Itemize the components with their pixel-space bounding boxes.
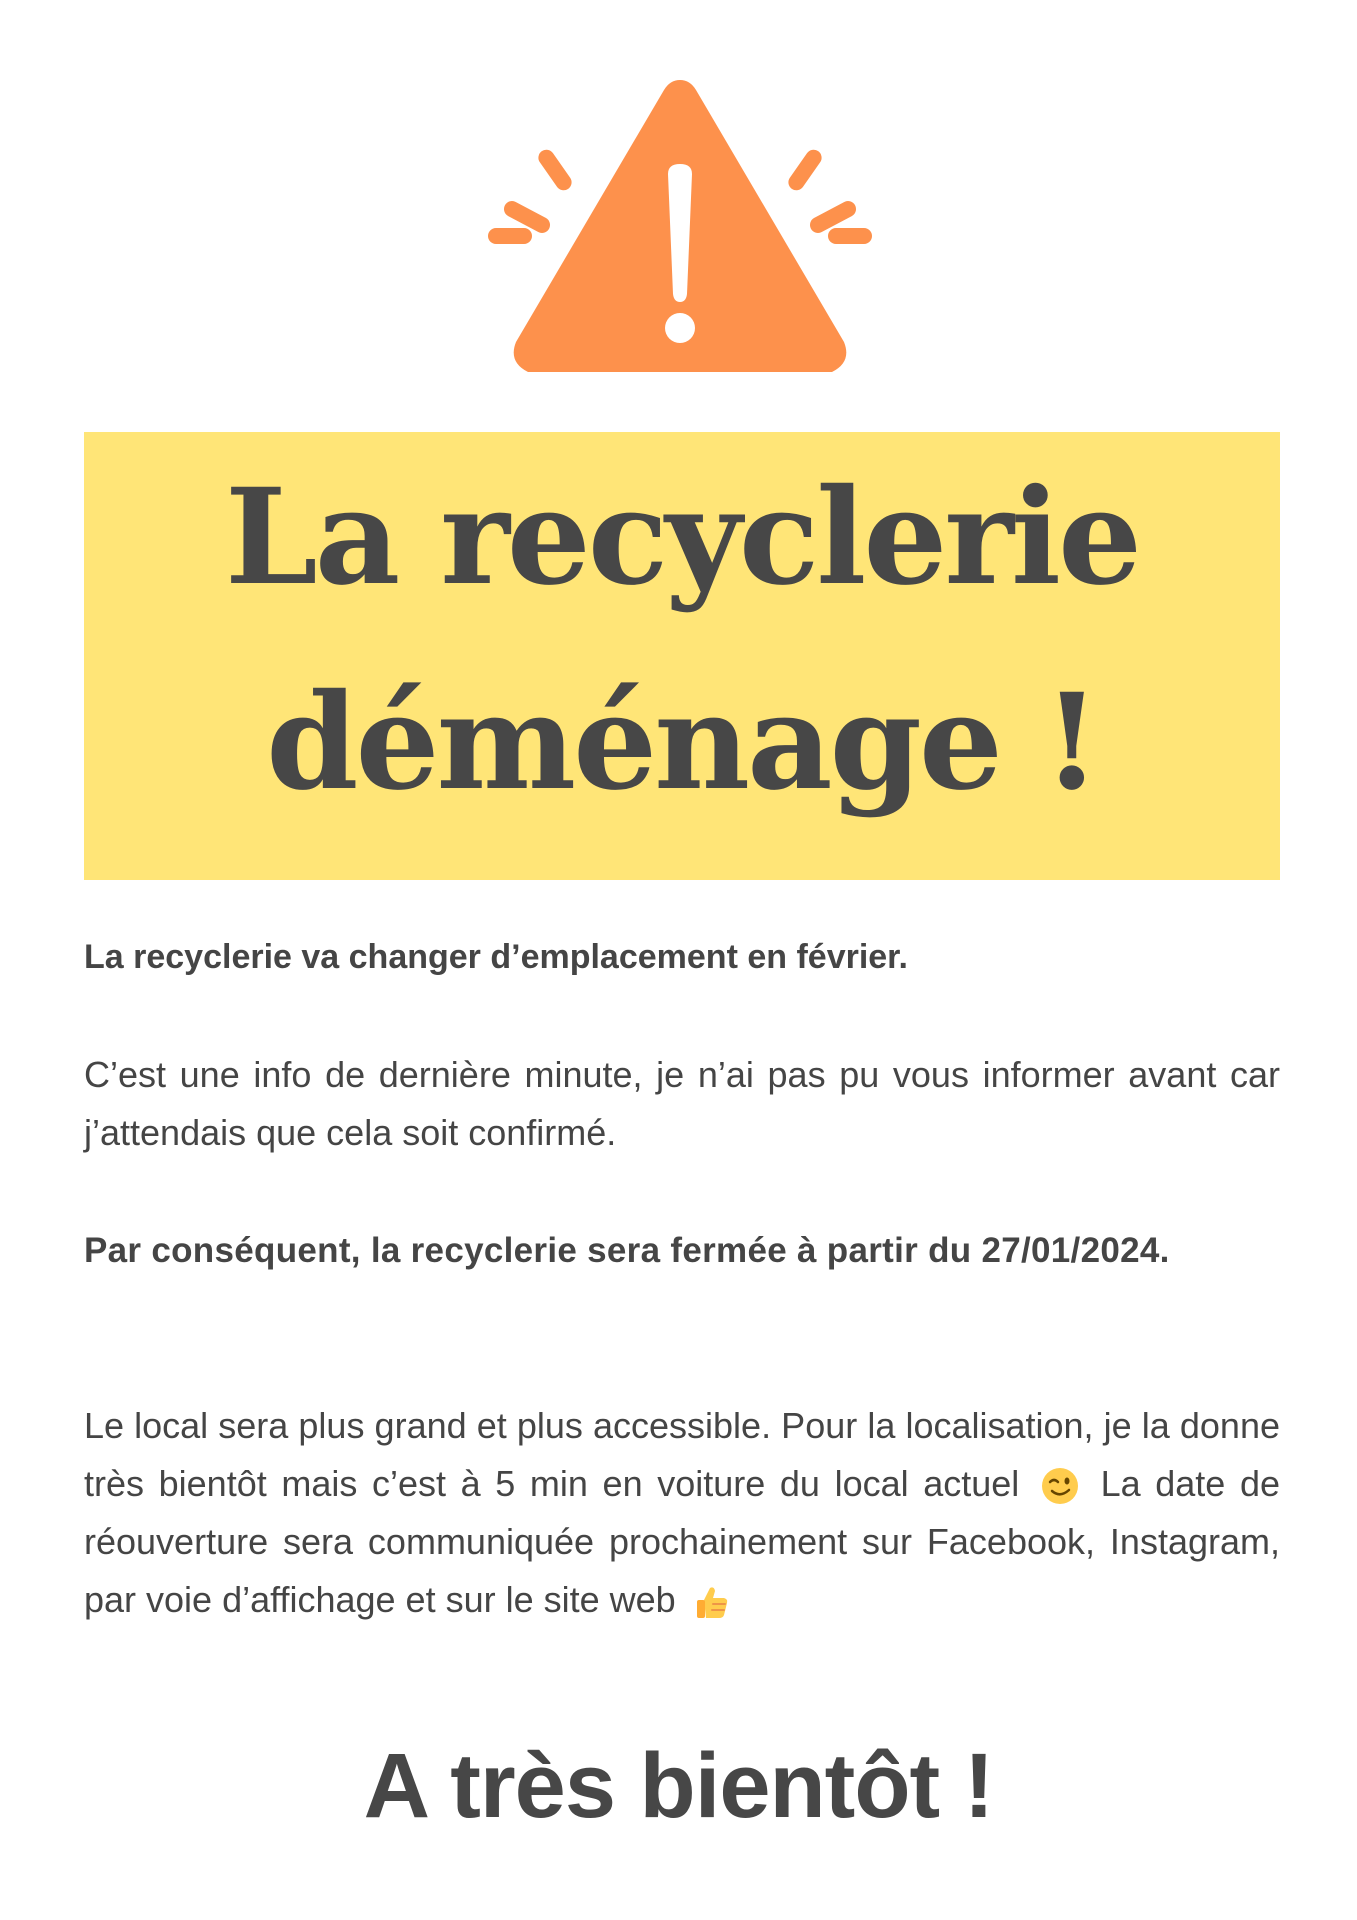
- headline-banner: [84, 432, 1280, 880]
- paragraph-new-location-part-2: La date de réouverture sera communiquée prochainement sur Facebook, Instagram, par voie d’affichage et sur le site web: [84, 1463, 1280, 1620]
- winking-face-icon: [1040, 1466, 1080, 1506]
- paragraph-new-location: [84, 1397, 1280, 1629]
- warning-triangle-icon: [480, 72, 880, 382]
- paragraph-last-minute-info: C’est une info de dernière minute, je n’ai pas pu vous informer avant car j’attendais que cela soit confirmé.: [84, 1054, 1280, 1153]
- paragraph-closing-date: Par conséquent, la recyclerie sera fermée à partir du 27/01/2024.: [84, 1231, 1170, 1270]
- headline-line-2: déménage !: [266, 665, 1098, 820]
- thumbs-up-icon: [692, 1582, 732, 1622]
- headline-line-1: La recyclerie: [224, 460, 1140, 615]
- lead-sentence: La recyclerie va changer d’emplacement en février.: [84, 938, 908, 976]
- closing-message: A très bientôt !: [363, 1735, 994, 1837]
- paragraph-new-location-part-1: Le local sera plus grand et plus accessible. Pour la localisation, je la donne très bientôt mais c’est à 5 min en voiture du local actuel: [84, 1405, 1280, 1504]
